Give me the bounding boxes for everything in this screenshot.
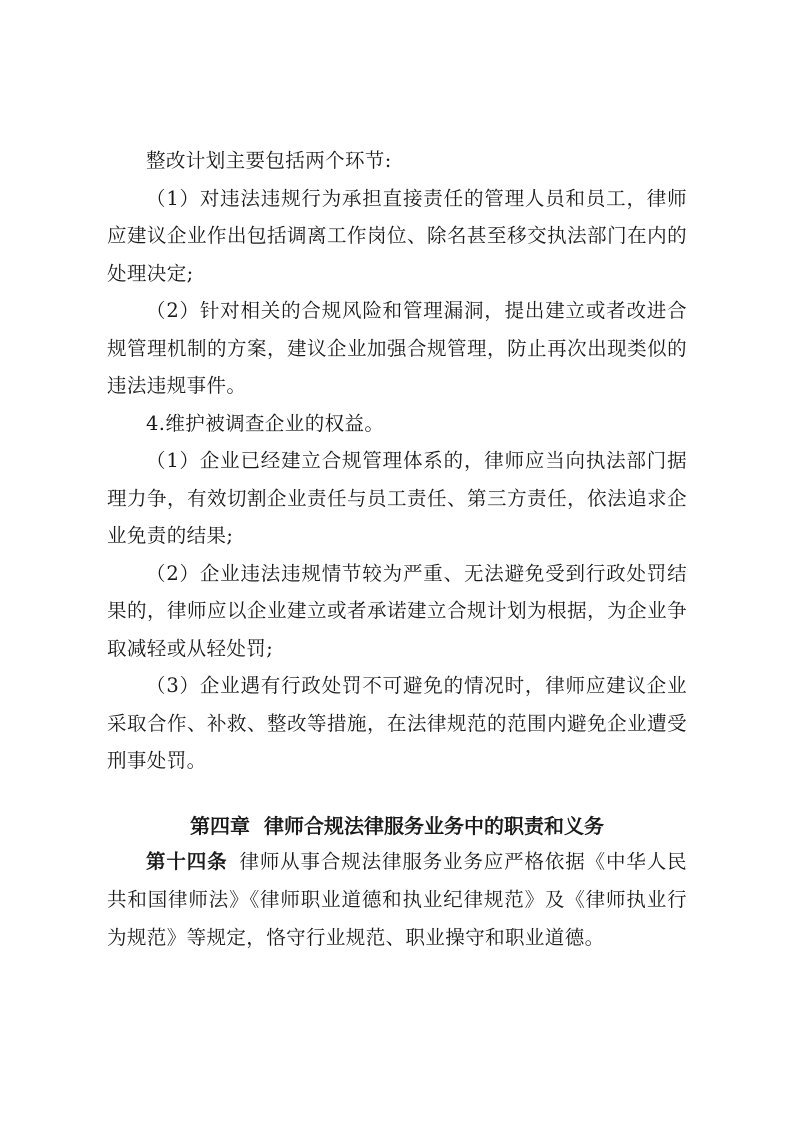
paragraph-rights-item-3: （3）企业遇有行政处罚不可避免的情况时，律师应建议企业采取合作、补救、整改等措施，在法律规范的范围内避免企业遭受刑事处罚。 <box>107 674 687 772</box>
paragraph-rights-item-1: （1）企业已经建立合规管理体系的，律师应当向执法部门据理力争，有效切割企业责任与员工责任、第三方责任，依法追求企业免责的结果; <box>107 449 687 547</box>
paragraph-item-2-mechanism: （2）针对相关的合规风险和管理漏洞，提出建立或者改进合规管理机制的方案，建议企业加强合规管理，防止再次出现类似的违法违规事件。 <box>107 299 687 397</box>
paragraph-section-4-title: 4.维护被调查企业的权益。 <box>146 411 385 435</box>
chapter-title: 律师合规法律服务业务中的职责和义务 <box>264 814 604 838</box>
paragraph-item-1-personnel: （1）对违法违规行为承担直接责任的管理人员和员工，律师应建议企业作出包括调离工作岗位、除名甚至移交执法部门在内的处理决定; <box>107 186 687 285</box>
chapter-number: 第四章 <box>190 814 250 838</box>
article-text: 律师从事合规法律服务业务应严格依据《中华人民共和国律师法》《律师职业道德和执业纪律规范》及《律师执业行为规范》等规定，恪守行业规范、职业操守和职业道德。 <box>107 850 687 949</box>
body-text <box>107 142 687 780</box>
article-paragraph <box>107 843 687 957</box>
article-14 <box>107 843 687 957</box>
paragraph-rights-item-2: （2）企业违法违规情节较为严重、无法避免受到行政处罚结果的，律师应以企业建立或者承诺建立合规计划为根据，为企业争取减轻或从轻处罚; <box>107 561 687 660</box>
chapter-heading <box>0 808 794 844</box>
paragraph-rectification-intro: 整改计划主要包括两个环节: <box>146 149 392 172</box>
article-label: 第十四条 <box>146 850 228 873</box>
